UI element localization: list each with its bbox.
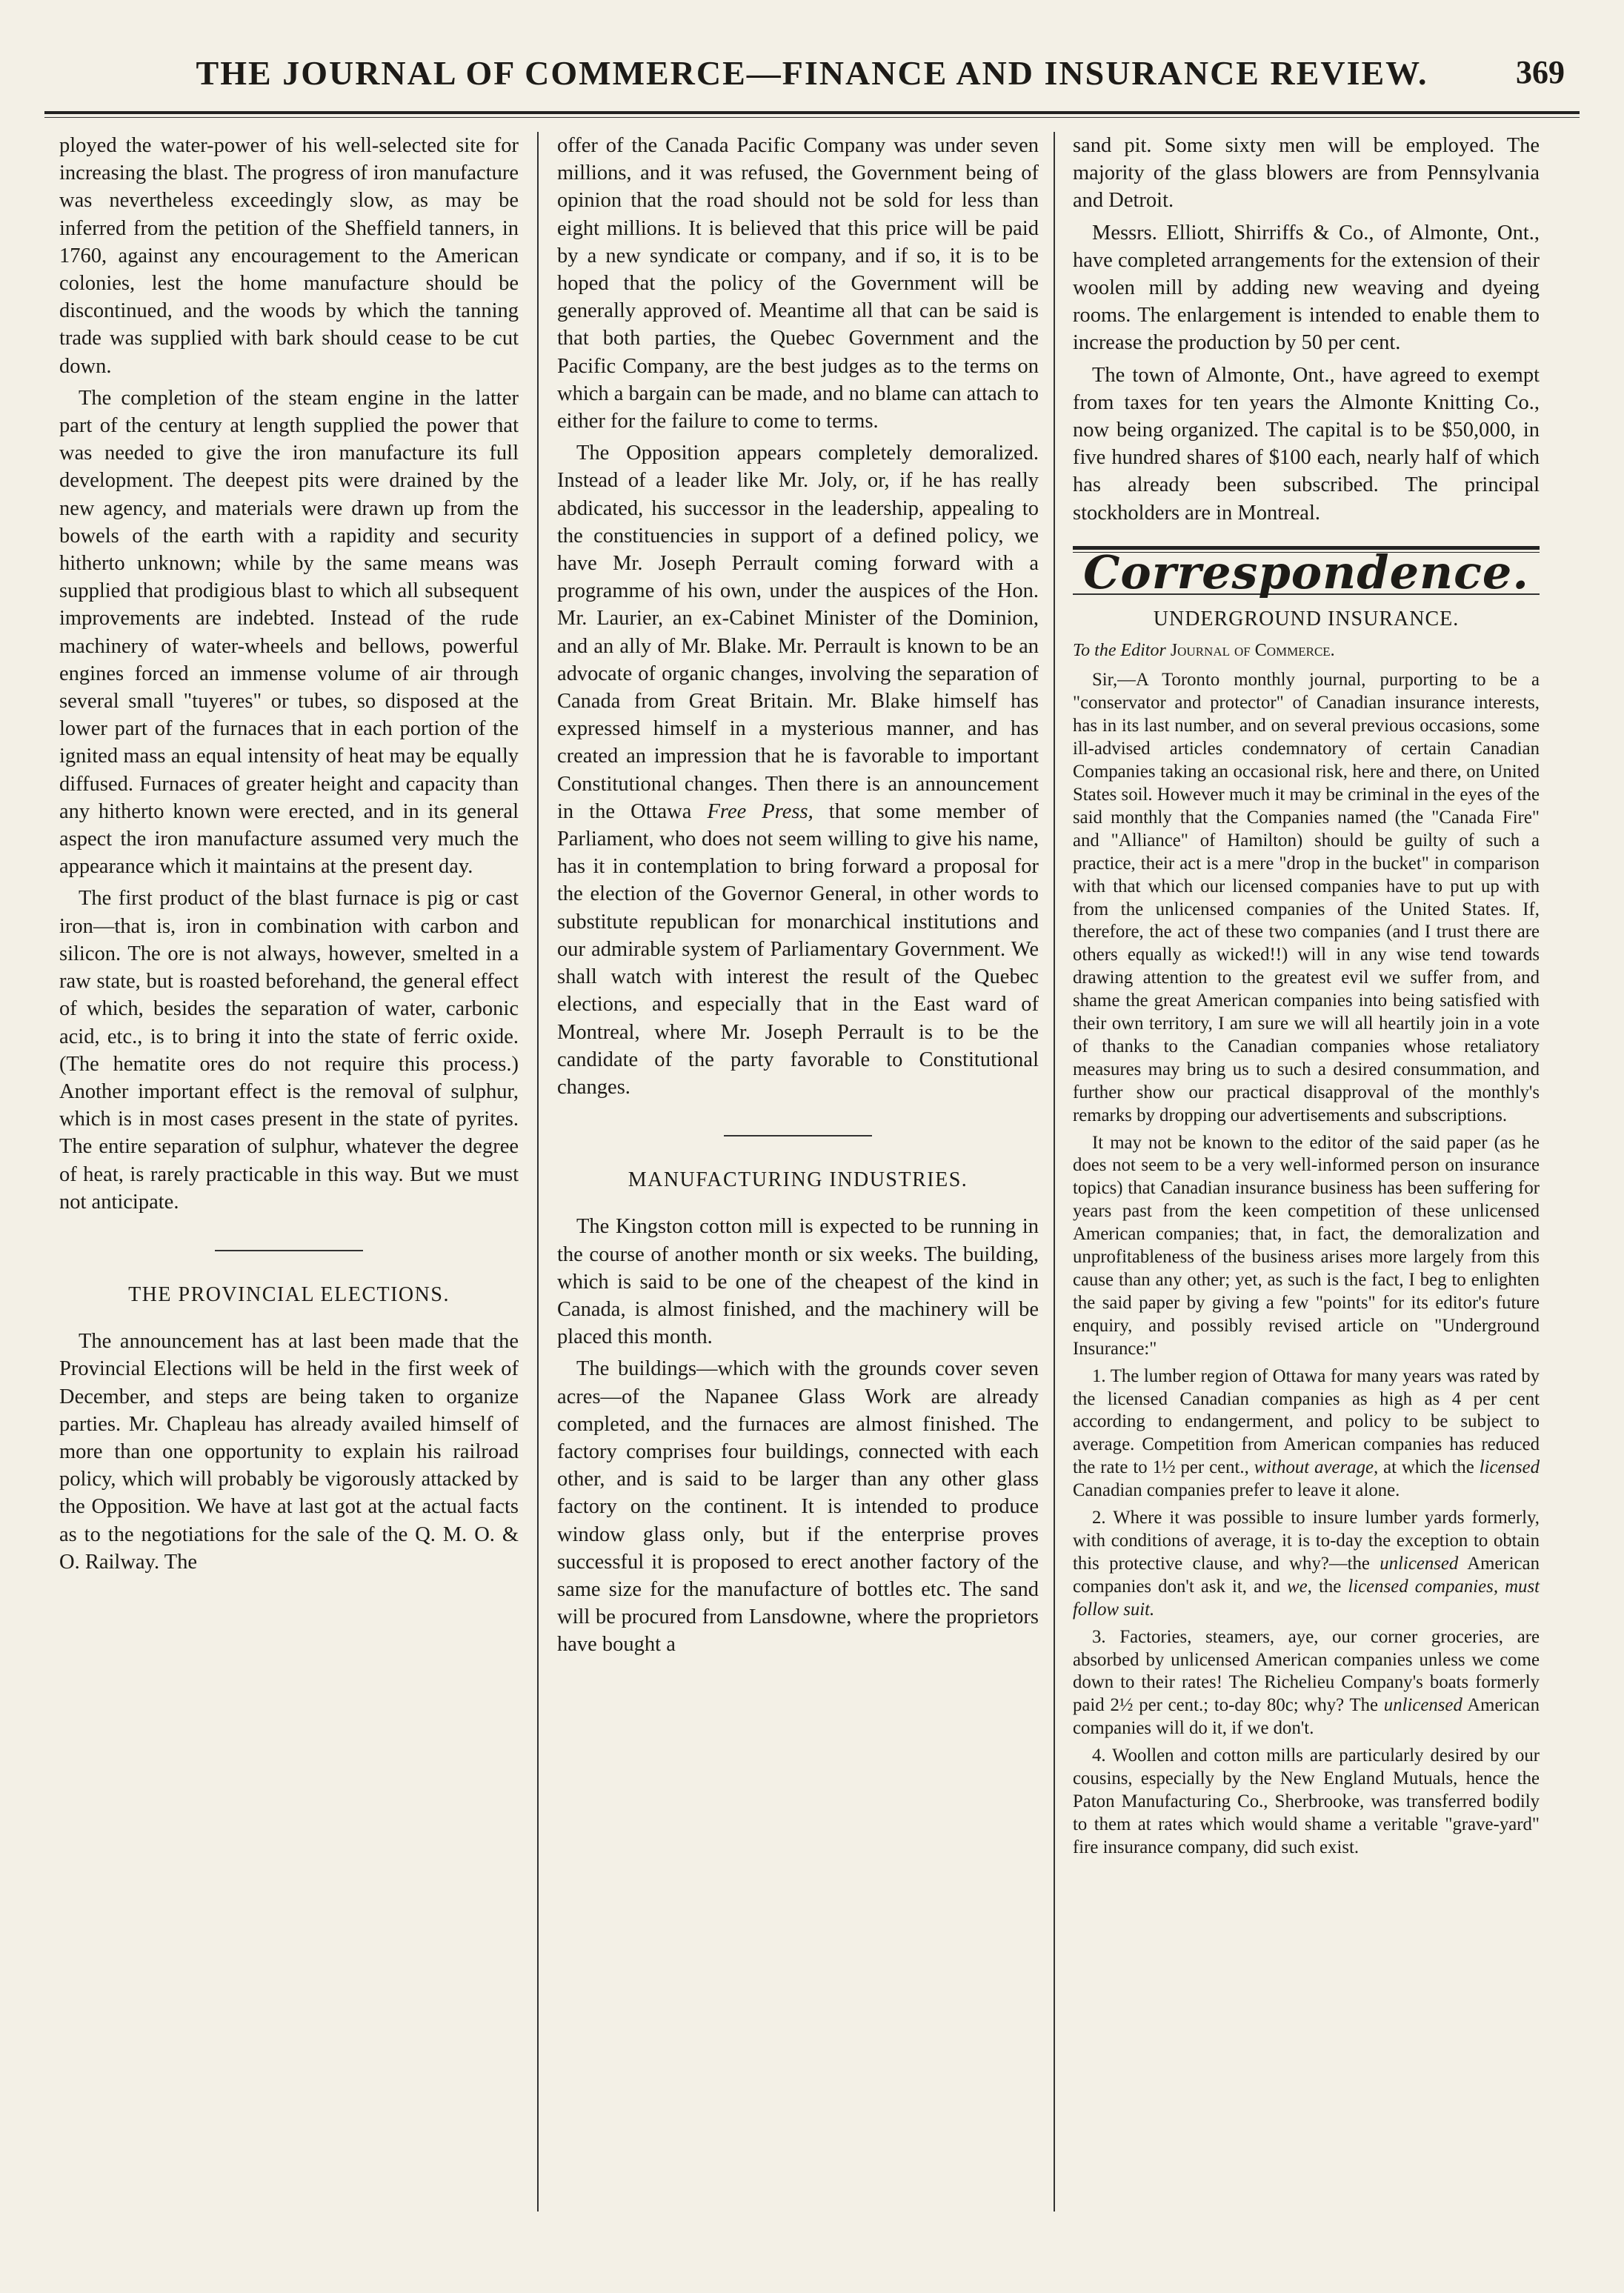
paragraph: It may not be known to the editor of the said paper (as he does not seem to be a very well-informed person on insurance topics) that Canadian insurance business has been suffering for years past from the keen competition of these unlicensed American companies; that, in fact, the demoralization and unprofitableness of the business arises more largely from this cause than any other; yet, as such is the fact, I beg to enlighten the said paper by giving a few "points" for its editor's future enquiry, and possibly revised article on "Underground Insurance:" — [1073, 1132, 1540, 1359]
paragraph: The buildings—which with the grounds cover seven acres—of the Napanee Glass Work are already completed, and the furnaces are almost finished. The factory comprises four buildings, connected with each other, and is said to be larger than any other glass factory on the continent. It is intended to produce window glass only, but if the enterprise proves successful it is proposed to erect another factory of the same size for the manufacture of bottles etc. The sand will be procured from Lansdowne, where the proprietors have bought a — [557, 1357, 1039, 1657]
paragraph: The first product of the blast furnace is pig or cast iron—that is, iron in combination with carbon and silicon. The ore is not always, however, smelted in a raw state, but is roasted beforehand, the general effect of which, besides the separation of water, carbonic acid, etc., is to bring it into the state of ferric oxide. (The hematite ores do not require this process.) Another important effect is the removal of sulphur, which is in most cases present in the state of pyrites. The entire separation of sulphur, whatever the degree of heat, is rarely practicable in this way. But we must not anticipate. — [59, 887, 519, 1214]
section-rule — [215, 1250, 363, 1251]
text-run: To the Editor — [1073, 641, 1171, 661]
column-2 — [557, 132, 1039, 2263]
header-rule — [44, 111, 1580, 114]
italic-text: unlicensed — [1383, 1695, 1462, 1716]
italic-text: unlicensed — [1380, 1553, 1459, 1574]
italic-text: licensed companies, must follow suit. — [1073, 1576, 1540, 1620]
paragraph: 4. Woollen and cotton mills are particularly desired by our cousins, especially by the New England Mutuals, hence the Paton Manufacturing Co., Sherbrooke, was transferred bodily to them at rates which would shame a veritable "grave-yard" fire insurance company, did such exist. — [1073, 1745, 1540, 1857]
journal-name: Journal of Commerce. — [1170, 641, 1335, 661]
text-run: American companies will do it, if we don't. — [1073, 1695, 1540, 1739]
italic-text: licensed — [1479, 1457, 1540, 1478]
paragraph: The Kingston cotton mill is expected to be running in the course of another month or six weeks. The building, which is said to be one of the cheapest of the kind in Canada, is almost finished, and the machinery will be placed this month. — [557, 1215, 1039, 1349]
column-3 — [1073, 132, 1540, 2263]
paragraph: Messrs. Elliott, Shirriffs & Co., of Almonte, Ont., have completed arrangements for the extension of their woolen mill by adding new weaving and dyeing rooms. The enlargement is intended to enable them to increase the production by 50 per cent. — [1073, 221, 1540, 355]
paragraph: The announcement has at last been made that the Provincial Elections will be held in the first week of December, and steps are being taken to organize parties. Mr. Chapleau has already availed himself of more than one opportunity to explain his railroad policy, which will probably be vigorously attacked by the Opposition. We have at last got at the actual facts as to the negotiations for the sale of the Q. M. O. & O. Railway. The — [59, 1330, 519, 1574]
paragraph — [1073, 1365, 1540, 1502]
section-rule — [724, 1135, 872, 1136]
text-run: American companies don't ask it, and — [1073, 1553, 1540, 1597]
column-divider-1 — [537, 132, 539, 2212]
italic-text: without average, — [1254, 1457, 1379, 1478]
italic-text: Free Press, — [707, 799, 813, 823]
text-run: 2. Where it was possible to insure lumber yards formerly, with conditions of average, it is to-day the exception to obtain this protective clause, and why?—the — [1073, 1508, 1540, 1574]
text-run: The Opposition appears completely demoralized. Instead of a leader like Mr. Joly, or, if he has really abdicated, his successor in the leadership, appealing to the constituencies in support of a defined policy, we have Mr. Joseph Perrault coming forward with a programme of his own, under the auspices of the Hon. Mr. Laurier, an ex-Cabinet Minister of the Dominion, and an ally of Mr. Blake. Mr. Perrault is known to be an advocate of organic changes, involving the separation of Canada from Great Britain. Mr. Blake himself has expressed himself in a mysterious manner, and has created an impression that he is favorable to important Constitutional changes. Then there is an announcement in the Ottawa — [557, 442, 1039, 823]
text-run: the — [1311, 1576, 1348, 1597]
paragraph — [1073, 1626, 1540, 1741]
column-1 — [59, 132, 519, 2263]
text-run: 3. Factories, steamers, aye, our corner groceries, are absorbed by unlicensed American companies unless we come down to their rates! The Richelieu Company's boats formerly paid 2½ per cent.; to-day 80c; why? The — [1073, 1626, 1540, 1716]
text-run: at which the — [1378, 1457, 1480, 1478]
italic-text: we, — [1287, 1576, 1312, 1597]
letter-body — [1073, 669, 1540, 1859]
page-number: 369 — [1516, 54, 1565, 90]
running-title: THE JOURNAL OF COMMERCE—FINANCE AND INSURANCE REVIEW. — [196, 54, 1428, 92]
correspondence-heading: Correspondence. — [1083, 545, 1529, 599]
letter-title: UNDERGROUND INSURANCE. — [1153, 608, 1460, 631]
text-run: that some member of Parliament, who does not seem willing to give his name, has it in contemplation to bring forward a proposal for the election of the Governor General, in other words to substitute republican for monarchical institutions and our admirable system of Parliamentary Government. We shall watch with interest the result of the Quebec elections, and especially that in the East ward of Montreal, where Mr. Joseph Perrault is to be the candidate of the party favorable to Constitutional changes. — [557, 799, 1039, 1099]
paragraph — [1073, 1507, 1540, 1622]
paragraph: ployed the water-power of his well-selected site for increasing the blast. The progress of iron manufacture was nevertheless exceedingly slow, as may be inferred from the petition of the Sheffield tanners, in 1760, against any encouragement to the American colonies, lest the home manufacture should be discontinued, and the woods by which the tanning trade was supplied with bark should cease to be cut down. — [59, 134, 519, 378]
paragraph: offer of the Canada Pacific Company was under seven millions, and it was refused, the Government being of opinion that the road should not be sold for less than eight millions. It is believed that this price will be paid by a new syndicate or company, and if so, it is to be hoped that the policy of the Government will be generally approved of. Meantime all that can be said is that both parties, the Quebec Government and the Pacific Company, are the best judges as to the terms on which a bargain can be made, and no blame can attach to either for the failure to come to terms. — [557, 134, 1039, 433]
heading-provincial-elections: THE PROVINCIAL ELECTIONS. — [128, 1282, 450, 1306]
letter-salutation — [1073, 637, 1540, 665]
running-head — [44, 46, 1580, 105]
paragraph — [557, 439, 1039, 1101]
column-divider-2 — [1054, 132, 1055, 2212]
paragraph: sand pit. Some sixty men will be employed. The majority of the glass blowers are from Pennsylvania and Detroit. — [1073, 134, 1540, 213]
text-run: 1. The lumber region of Ottawa for many years was rated by the licensed Canadian companies as high as 4 per cent according to endangerment, and policy to be subject to average. Competition from American companies has reduced the rate to 1½ per cent., — [1073, 1365, 1540, 1478]
text-run: Canadian companies prefer to leave it alone. — [1073, 1480, 1400, 1501]
paragraph: The town of Almonte, Ont., have agreed to exempt from taxes for ten years the Almonte Knitting Co., now being organized. The capital is to be $50,000, in five hundred shares of $100 each, nearly half of which has already been subscribed. The principal stockholders are in Montreal. — [1073, 363, 1540, 525]
header-rule-thin — [44, 117, 1580, 118]
heading-manufacturing-industries: MANUFACTURING INDUSTRIES. — [628, 1168, 968, 1192]
paragraph: The completion of the steam engine in the latter part of the century at length supplied the power that was needed to give the iron manufacture its full development. The deepest pits were drained by the new agency, and materials were drawn up from the bowels of the earth with a rapidity and security hitherto unknown; while by the same means was supplied that prodigious blast to which all subsequent improvements are indebted. Instead of the rude machinery of water-wheels and bellows, powerful engines forced an immense volume of air through several small "tuyeres" or tubes, so disposed at the lower part of the furnaces that in each portion of the ignited mass an equal intensity of heat may be equally diffused. Furnaces of greater height and capacity than any hitherto known were erected, and in its general aspect the iron manufacture assumed very much the appearance which it maintains at the present day. — [59, 386, 519, 879]
paragraph: Sir,—A Toronto monthly journal, purporting to be a "conservator and protector" of Canadian insurance interests, has in its last number, and on several previous occasions, some ill-advised articles condemnatory of certain Canadian Companies taking an occasional risk, here and there, on United States soil. However much it may be criminal in the eyes of the said monthly that the Companies named (the "Canada Fire" and "Alliance" of Hamilton) should be guilty of such a practice, their act is a mere "drop in the bucket" in comparison with that which our licensed companies have to put up with from the unlicensed companies of the United States. If, therefore, the act of these two companies (and I trust there are others equally as wicked!!) will in any wise tend towards drawing attention to the greatest evil we suffer from, and shame the great American companies into being satisfied with their own territory, I am sure we will all heartily join in a vote of thanks to the Canadian companies whose retaliatory measures may bring us to such a desired consummation, and further show our practical disapproval of the monthly's remarks by dropping our advertisements and subscriptions. — [1073, 670, 1540, 1125]
